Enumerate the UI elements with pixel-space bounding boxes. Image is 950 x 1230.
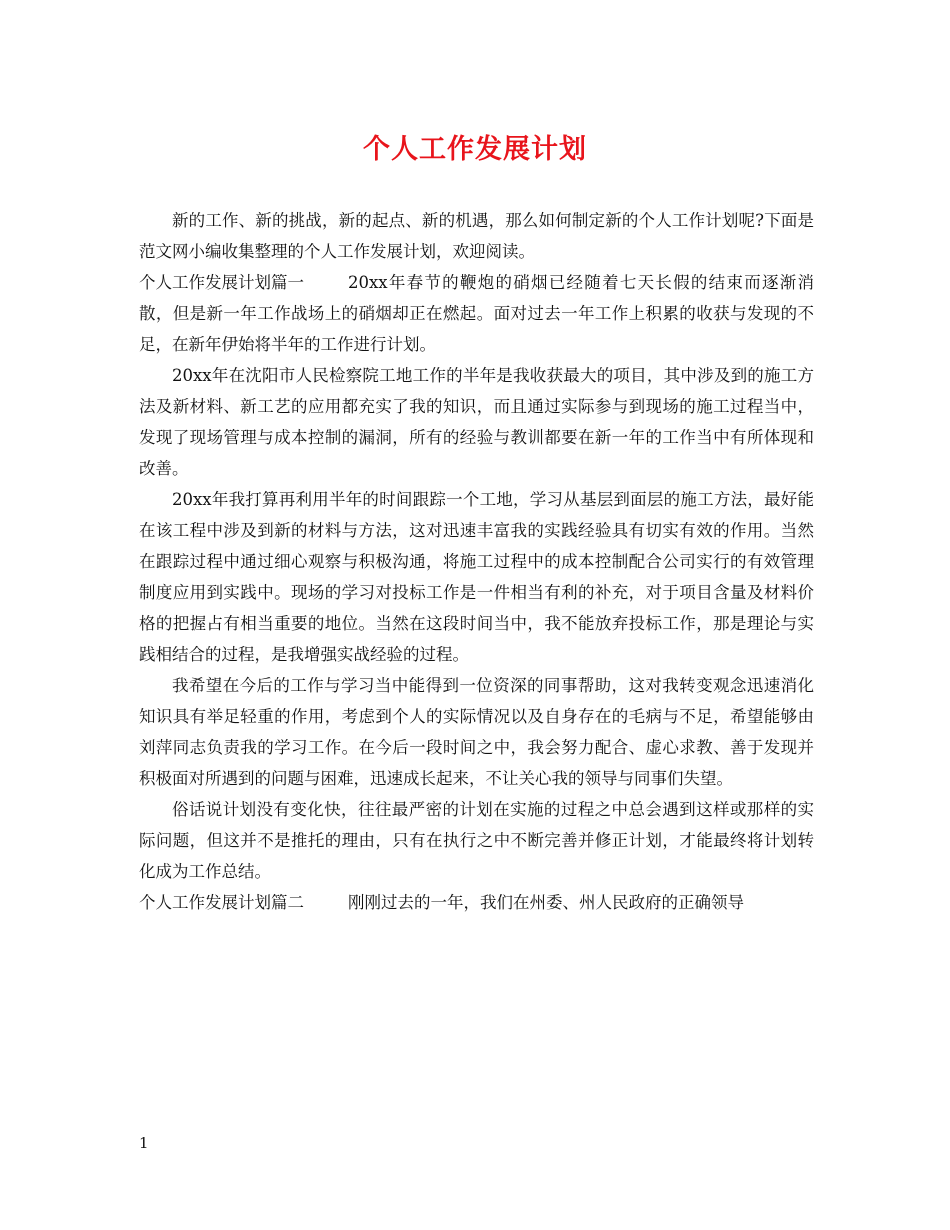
section-heading: 个人工作发展计划篇一 [139,273,304,292]
document-title: 个人工作发展计划 [363,134,587,165]
paragraph [139,794,814,887]
paragraph-text: 我希望在今后的工作与学习当中能得到一位资深的同事帮助，这对我转变观念迅速消化知识具有举足轻重的作用，考虑到个人的实际情况以及自身存在的毛病与不足，希望能够由刘萍同志负责我的学习工作。在今后一段时间之中，我会努力配合、虚心求教、善于发现并积极面对所遇到的问题与困难，迅速成长起来，不让关心我的领导与同事们失望。 [139,676,814,788]
paragraph [139,484,814,670]
paragraph-text: 俗话说计划没有变化快，往往最严密的计划在实施的过程之中总会遇到这样或那样的实际问题，但这并不是推托的理由，只有在执行之中不断完善并修正计划，才能最终将计划转化成为工作总结。 [139,800,814,881]
paragraph-text: 20xx年我打算再利用半年的时间跟踪一个工地，学习从基层到面层的施工方法，最好能在该工程中涉及到新的材料与方法，这对迅速丰富我的实践经验具有切实有效的作用。当然在跟踪过程中通过细心观察与积极沟通，将施工过程中的成本控制配合公司实行的有效管理制度应用到实践中。现场的学习对投标工作是一件相当有利的补充，对于项目含量及材料价格的把握占有相当重要的地位。当然在这段时间当中，我不能放弃投标工作，那是理论与实践相结合的过程，是我增强实战经验的过程。 [139,490,814,664]
paragraph-text: 刚刚过去的一年，我们在州委、州人民政府的正确领导 [348,893,744,912]
paragraph-text: 20xx年在沈阳市人民检察院工地工作的半年是我收获最大的项目，其中涉及到的施工方法及新材料、新工艺的应用都充实了我的知识，而且通过实际参与到现场的施工过程当中，发现了现场管理与成本控制的漏洞，所有的经验与教训都要在新一年的工作当中有所体现和改善。 [139,366,814,478]
paragraph-section-one [139,267,814,360]
paragraph [139,360,814,484]
paragraph-section-two [139,887,814,918]
section-heading: 个人工作发展计划篇二 [139,893,304,912]
paragraph [139,670,814,794]
paragraph-intro [139,205,814,267]
page-number: 1 [139,1134,149,1152]
paragraph-text: 20xx年春节的鞭炮的硝烟已经随着七天长假的结束而逐渐消散，但是新一年工作战场上的硝烟却正在燃起。面对过去一年工作上积累的收获与发现的不足，在新年伊始将半年的工作进行计划。 [139,273,814,354]
document-body [139,205,814,918]
paragraph-text: 新的工作、新的挑战，新的起点、新的机遇，那么如何制定新的个人工作计划呢?下面是范文网小编收集整理的个人工作发展计划，欢迎阅读。 [139,211,814,261]
